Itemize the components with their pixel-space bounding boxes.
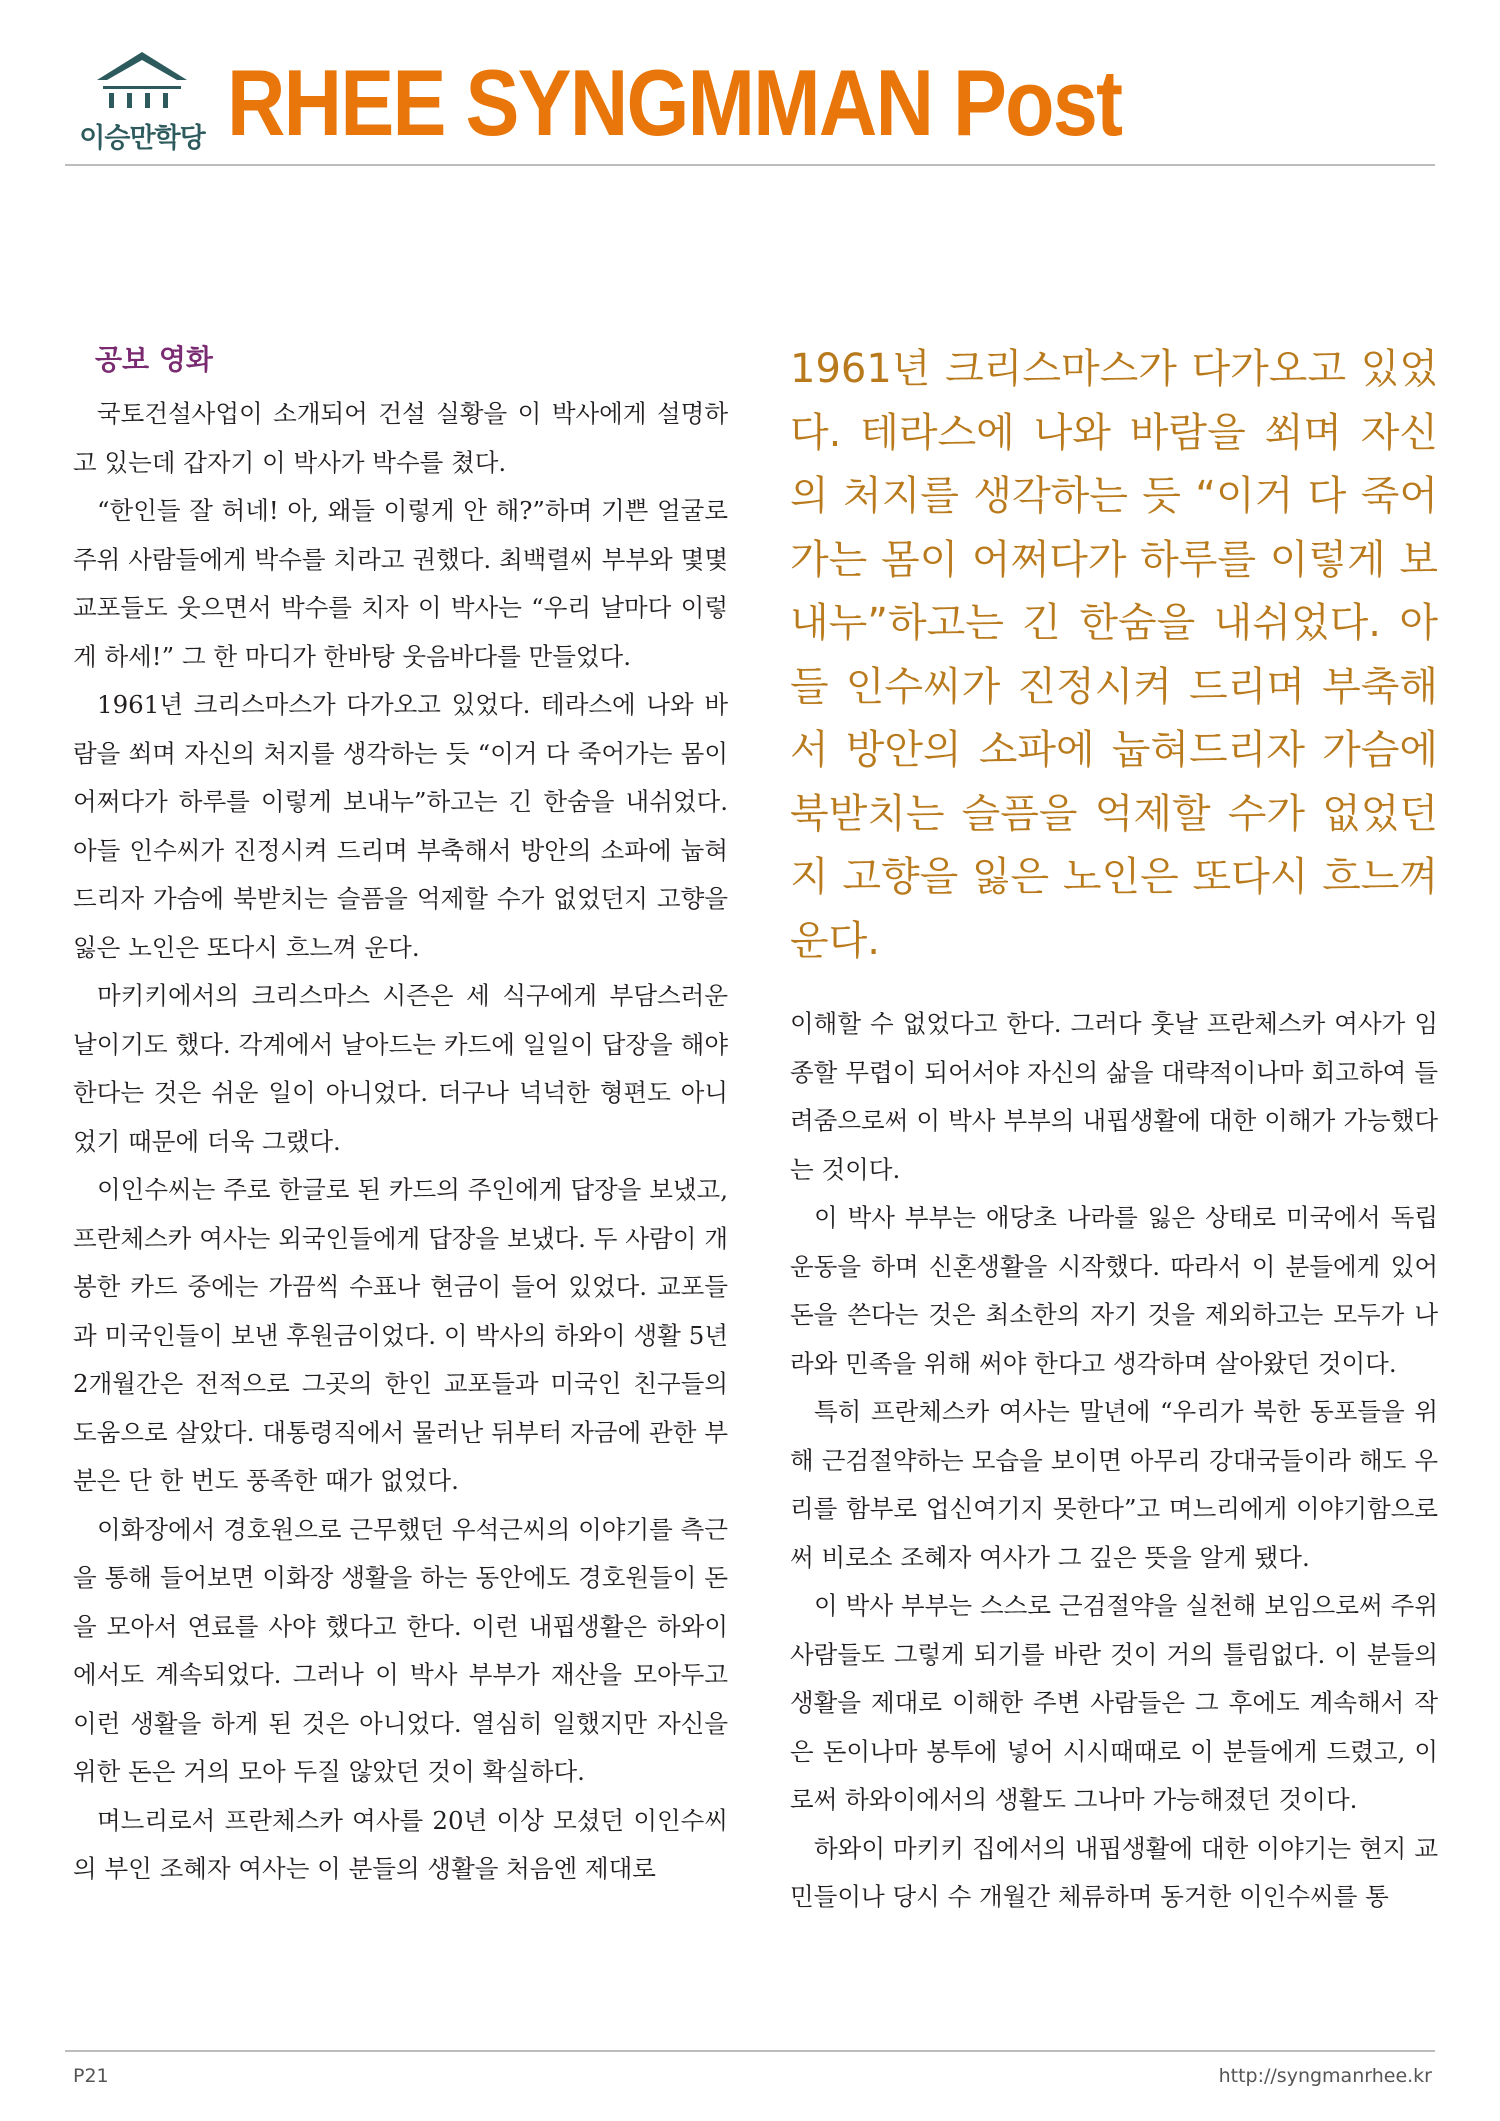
logo-text: 이승만학당 bbox=[79, 123, 205, 154]
left-column bbox=[73, 340, 728, 1894]
paragraph: 며느리로서 프란체스카 여사를 20년 이상 모셨던 이인수씨의 부인 조혜자 여사는 이 분들의 생활을 처음엔 제대로 bbox=[73, 1805, 728, 1883]
masthead-title: RHEE SYNGMMAN Post bbox=[227, 50, 1122, 155]
section-title: 공보 영화 bbox=[95, 343, 213, 376]
paragraph: 하와이 마키키 집에서의 내핍생활에 대한 이야기는 현지 교민들이나 당시 수 개월간 체류하며 동거한 이인수씨를 통 bbox=[790, 1833, 1438, 1911]
header-divider bbox=[65, 164, 1435, 166]
page-header bbox=[65, 48, 1435, 168]
paragraph: 1961년 크리스마스가 다가오고 있었다. 테라스에 나와 바람을 쐬며 자신의 처지를 생각하는 듯 “이거 다 죽어가는 몸이 어쩌다가 하루를 이렇게 보내누”하고는 긴 한숨을 내쉬었다. 아들 인수씨가 진정시켜 드리며 부축해서 방안의 소파에 눕혀드리자 가슴에 북받치는 슬픔을 억제할 수가 없었던지 고향을 잃은 노인은 또다시 흐느껴 운다. bbox=[73, 690, 728, 962]
paragraph: 이 박사 부부는 스스로 근검절약을 실천해 보임으로써 주위 사람들도 그렇게 되기를 바란 것이 거의 틀림없다. 이 분들의 생활을 제대로 이해한 주변 사람들은 그 후에도 계속해서 작은 돈이나마 봉투에 넣어 시시때때로 이 분들에게 드렸고, 이로써 하와이에서의 생활도 그나마 가능해졌던 것이다. bbox=[790, 1591, 1438, 1814]
footer-url-link[interactable]: http://syngmanrhee.kr bbox=[1218, 2065, 1432, 2087]
paragraph: 특히 프란체스카 여사는 말년에 “우리가 북한 동포들을 위해 근검절약하는 모습을 보이면 아무리 강대국들이라 해도 우리를 함부로 업신여기지 못한다”고 며느리에게 이야기함으로써 비로소 조혜자 여사가 그 깊은 뜻을 알게 됐다. bbox=[790, 1397, 1438, 1572]
paragraph: 국토건설사업이 소개되어 건설 실황을 이 박사에게 설명하고 있는데 갑자기 이 박사가 박수를 쳤다. bbox=[73, 399, 728, 477]
paragraph: “한인들 잘 허네! 아, 왜들 이렇게 안 해?”하며 기쁜 얼굴로 주위 사람들에게 박수를 치라고 권했다. 최백렬씨 부부와 몇몇 교포들도 웃으면서 박수를 치자 이 박사는 “우리 날마다 이렇게 하세!” 그 한 마디가 한바탕 웃음바다를 만들었다. bbox=[73, 496, 728, 671]
right-column bbox=[790, 1000, 1438, 1922]
page-number: P21 bbox=[73, 2065, 109, 2087]
paragraph: 이해할 수 없었다고 한다. 그러다 훗날 프란체스카 여사가 임종할 무렵이 되어서야 자신의 삶을 대략적이나마 회고하여 들려줌으로써 이 박사 부부의 내핍생활에 대한 이해가 가능했다는 것이다. bbox=[790, 1009, 1438, 1184]
paragraph: 이 박사 부부는 애당초 나라를 잃은 상태로 미국에서 독립운동을 하며 신혼생활을 시작했다. 따라서 이 분들에게 있어 돈을 쓴다는 것은 최소한의 자기 것을 제외하고는 모두가 나라와 민족을 위해 써야 한다고 생각하며 살아왔던 것이다. bbox=[790, 1203, 1438, 1378]
paragraph: 이인수씨는 주로 한글로 된 카드의 주인에게 답장을 보냈고, 프란체스카 여사는 외국인들에게 답장을 보냈다. 두 사람이 개봉한 카드 중에는 가끔씩 수표나 현금이 들어 있었다. 교포들과 미국인들이 보낸 후원금이었다. 이 박사의 하와이 생활 5년 2개월간은 전적으로 그곳의 한인 교포들과 미국인 친구들의 도움으로 살았다. 대통령직에서 물러난 뒤부터 자금에 관한 부분은 단 한 번도 풍족한 때가 없었다. bbox=[73, 1175, 728, 1495]
pull-quote: 1961년 크리스마스가 다가오고 있었다. 테라스에 나와 바람을 쐬며 자신의 처지를 생각하는 듯 “이거 다 죽어가는 몸이 어쩌다가 하루를 이렇게 보내누”하고는 긴 한숨을 내쉬었다. 아들 인수씨가 진정시켜 드리며 부축해서 방안의 소파에 눕혀드리자 가슴에 북받치는 슬픔을 억제할 수가 없었던지 고향을 잃은 노인은 또다시 흐느껴 운다. bbox=[790, 346, 1438, 964]
footer-divider bbox=[65, 2050, 1435, 2052]
paragraph: 마키키에서의 크리스마스 시즌은 세 식구에게 부담스러운 날이기도 했다. 각계에서 날아드는 카드에 일일이 답장을 해야 한다는 것은 쉬운 일이 아니었다. 더구나 넉넉한 형편도 아니었기 때문에 더욱 그랬다. bbox=[73, 981, 728, 1156]
logo bbox=[67, 48, 217, 158]
paragraph: 이화장에서 경호원으로 근무했던 우석근씨의 이야기를 측근을 통해 들어보면 이화장 생활을 하는 동안에도 경호원들이 돈을 모아서 연료를 사야 했다고 한다. 이런 내핍생활은 하와이에서도 계속되었다. 그러나 이 박사 부부가 재산을 모아두고 이런 생활을 하게 된 것은 아니었다. 열심히 일했지만 자신을 위한 돈은 거의 모아 두질 않았던 것이 확실하다. bbox=[73, 1514, 728, 1786]
house-logo-icon bbox=[87, 48, 197, 112]
